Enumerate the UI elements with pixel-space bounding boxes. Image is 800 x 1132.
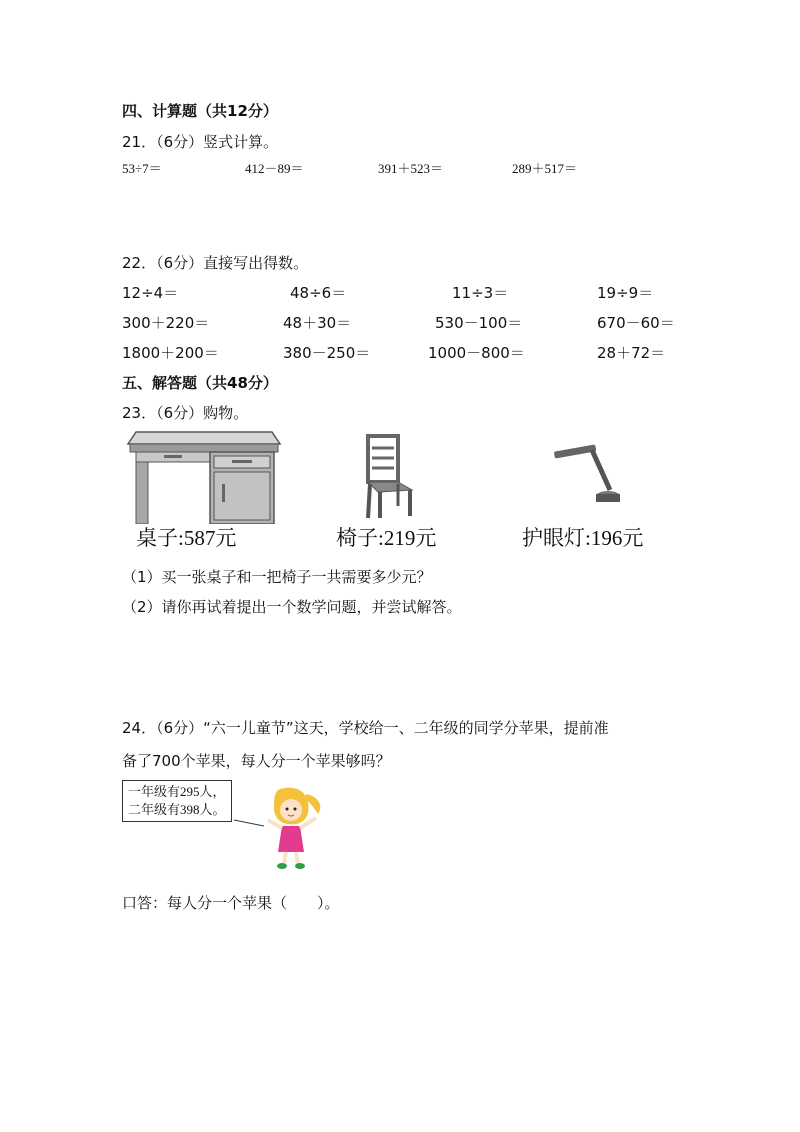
- q22-cell: 19÷9＝: [597, 284, 654, 302]
- section-5-title: 五、解答题（共48分）: [122, 374, 278, 392]
- lamp-image: [548, 440, 624, 510]
- desk-price-label: 桌子:587元: [136, 526, 237, 550]
- q24-answer: 口答：每人分一个苹果（ ）。: [122, 894, 340, 912]
- q22-cell: 1000－800＝: [428, 344, 525, 362]
- bubble-line-2: 二年级有398人。: [128, 802, 226, 817]
- q21-item: 412－89＝: [245, 161, 304, 176]
- girl-image: [234, 784, 330, 870]
- q24-line2: 备了700个苹果，每人分一个苹果够吗？: [122, 752, 391, 770]
- q22-title: 22．（6分）直接写出得数。: [122, 254, 309, 272]
- q22-cell: 48÷6＝: [290, 284, 347, 302]
- q21-item: 53÷7＝: [122, 161, 162, 176]
- bubble-line-1: 一年级有295人，: [128, 784, 226, 799]
- q23-sub1: （1）买一张桌子和一把椅子一共需要多少元？: [122, 568, 432, 586]
- q22-cell: 12÷4＝: [122, 284, 179, 302]
- q22-cell: 380－250＝: [283, 344, 371, 362]
- lamp-price-label: 护眼灯:196元: [522, 526, 644, 550]
- desk-image: [126, 428, 282, 524]
- q23-sub2: （2）请你再试着提出一个数学问题，并尝试解答。: [122, 598, 462, 616]
- section-4-title: 四、计算题（共12分）: [122, 102, 278, 120]
- q21-item: 289＋517＝: [512, 161, 578, 176]
- q22-cell: 1800＋200＝: [122, 344, 219, 362]
- q22-cell: 300＋220＝: [122, 314, 210, 332]
- q21-item: 391＋523＝: [378, 161, 444, 176]
- q22-cell: 28＋72＝: [597, 344, 666, 362]
- q22-cell: 670－60＝: [597, 314, 675, 332]
- q22-cell: 48＋30＝: [283, 314, 352, 332]
- q24-line1: 24．（6分）“六一儿童节”这天，学校给一、二年级的同学分苹果，提前准: [122, 719, 609, 737]
- chair-price-label: 椅子:219元: [336, 526, 437, 550]
- q21-title: 21．（6分）竖式计算。: [122, 133, 279, 151]
- chair-image: [360, 434, 416, 520]
- q23-title: 23．（6分）购物。: [122, 404, 249, 422]
- speech-bubble: [122, 780, 232, 822]
- q22-cell: 530－100＝: [435, 314, 523, 332]
- q22-cell: 11÷3＝: [452, 284, 509, 302]
